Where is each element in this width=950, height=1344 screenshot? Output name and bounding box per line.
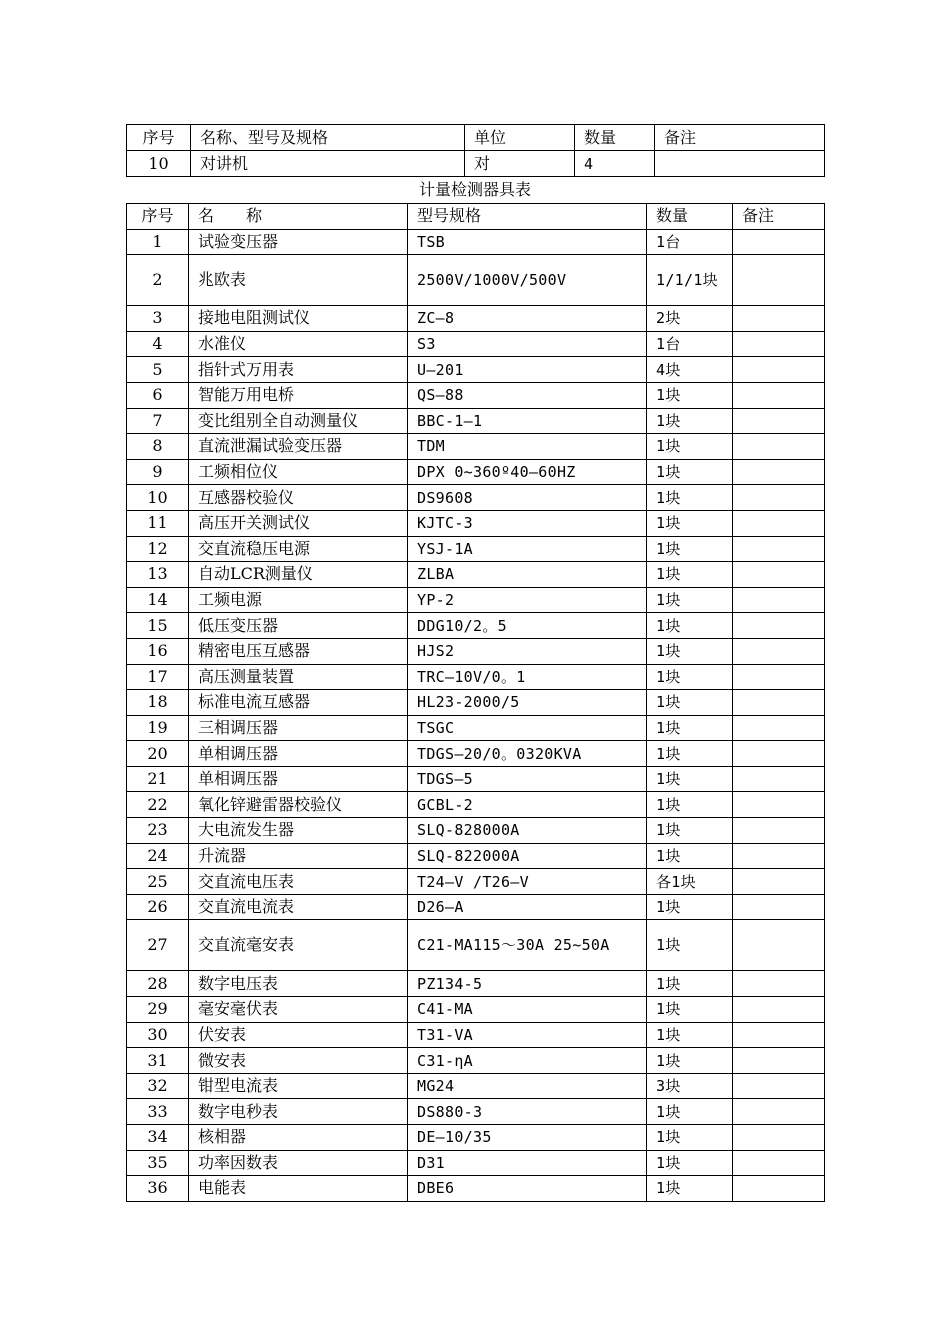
row-model: TRC—10V/0。1: [408, 664, 647, 690]
row-name: 兆欧表: [189, 255, 408, 306]
header-cell: 序号: [127, 204, 189, 230]
row-name: 升流器: [189, 843, 408, 869]
row-note: [733, 1150, 825, 1176]
table-row: [127, 843, 825, 869]
row-number: 19: [127, 715, 189, 741]
row-number: 8: [127, 434, 189, 460]
row-name: 试验变压器: [189, 229, 408, 255]
table-row: [127, 382, 825, 408]
table-row: [127, 229, 825, 255]
row-note: [655, 151, 825, 177]
row-number: 12: [127, 536, 189, 562]
header-cell: 备注: [733, 204, 825, 230]
table-row: [127, 485, 825, 511]
row-number: 24: [127, 843, 189, 869]
row-note: [733, 894, 825, 920]
table-row: [127, 741, 825, 767]
row-name: 数字电秒表: [189, 1099, 408, 1125]
row-model: PZ134-5: [408, 971, 647, 997]
row-model: TDGS—5: [408, 766, 647, 792]
row-number: 27: [127, 920, 189, 971]
row-model: S3: [408, 331, 647, 357]
row-qty: 1块: [647, 434, 733, 460]
row-name: 伏安表: [189, 1022, 408, 1048]
row-note: [733, 1176, 825, 1202]
row-number: 20: [127, 741, 189, 767]
row-qty: 1块: [647, 894, 733, 920]
row-qty: 1块: [647, 1022, 733, 1048]
row-qty: 1块: [647, 792, 733, 818]
table-row: [127, 792, 825, 818]
row-model: TSB: [408, 229, 647, 255]
header-cell: 备注: [655, 125, 825, 151]
table-row: [127, 562, 825, 588]
row-note: [733, 536, 825, 562]
table-row: [127, 690, 825, 716]
row-name: 单相调压器: [189, 741, 408, 767]
row-unit: 对: [465, 151, 575, 177]
row-model: TDGS—20/0。0320KVA: [408, 741, 647, 767]
row-qty: 1块: [647, 971, 733, 997]
row-number: 32: [127, 1073, 189, 1099]
row-note: [733, 306, 825, 332]
row-model: HL23-2000/5: [408, 690, 647, 716]
row-number: 16: [127, 638, 189, 664]
row-qty: 各1块: [647, 869, 733, 895]
row-model: YP-2: [408, 587, 647, 613]
table-row: [127, 971, 825, 997]
row-qty: 1块: [647, 1176, 733, 1202]
row-note: [733, 869, 825, 895]
header-cell: 序号: [127, 125, 191, 151]
row-name: 交直流电流表: [189, 894, 408, 920]
row-qty: 1块: [647, 818, 733, 844]
row-qty: 1块: [647, 920, 733, 971]
row-qty: 1块: [647, 741, 733, 767]
row-qty: 4块: [647, 357, 733, 383]
row-name: 功率因数表: [189, 1150, 408, 1176]
row-name: 智能万用电桥: [189, 382, 408, 408]
row-qty: 1块: [647, 1099, 733, 1125]
table-row: [127, 1150, 825, 1176]
table-row: [127, 408, 825, 434]
row-qty: 1台: [647, 331, 733, 357]
row-qty: 1块: [647, 1150, 733, 1176]
row-qty: 1块: [647, 510, 733, 536]
row-model: DS880-3: [408, 1099, 647, 1125]
row-name: 精密电压互感器: [189, 638, 408, 664]
top-table: [126, 124, 825, 177]
row-name: 标准电流互感器: [189, 690, 408, 716]
row-number: 29: [127, 997, 189, 1023]
row-qty: 1块: [647, 587, 733, 613]
row-note: [733, 331, 825, 357]
row-note: [733, 1125, 825, 1151]
row-note: [733, 1073, 825, 1099]
table-row: [127, 1099, 825, 1125]
table-row: [127, 920, 825, 971]
row-model: 2500V/1000V/500V: [408, 255, 647, 306]
row-name: 数字电压表: [189, 971, 408, 997]
row-number: 21: [127, 766, 189, 792]
row-model: ZLBA: [408, 562, 647, 588]
row-model: DPX 0~360º40—60HZ: [408, 459, 647, 485]
table-row: [127, 1048, 825, 1074]
row-number: 31: [127, 1048, 189, 1074]
row-qty: 1块: [647, 485, 733, 511]
row-name: 电能表: [189, 1176, 408, 1202]
row-note: [733, 638, 825, 664]
row-name: 互感器校验仪: [189, 485, 408, 511]
row-qty: 1块: [647, 638, 733, 664]
row-qty: 1台: [647, 229, 733, 255]
row-note: [733, 997, 825, 1023]
row-qty: 1块: [647, 562, 733, 588]
row-name: 单相调压器: [189, 766, 408, 792]
row-model: KJTC-3: [408, 510, 647, 536]
table-row: [127, 1073, 825, 1099]
row-qty: 1块: [647, 715, 733, 741]
row-model: ZC—8: [408, 306, 647, 332]
row-model: C41-MA: [408, 997, 647, 1023]
row-qty: 1块: [647, 1048, 733, 1074]
row-name: 工频电源: [189, 587, 408, 613]
row-qty: 1块: [647, 766, 733, 792]
row-qty: 1块: [647, 536, 733, 562]
row-number: 35: [127, 1150, 189, 1176]
row-note: [733, 818, 825, 844]
row-model: C31-ηA: [408, 1048, 647, 1074]
row-name: 核相器: [189, 1125, 408, 1151]
row-number: 18: [127, 690, 189, 716]
row-note: [733, 357, 825, 383]
top-table-header: [127, 125, 825, 151]
row-name: 变比组别全自动测量仪: [189, 408, 408, 434]
row-note: [733, 613, 825, 639]
row-qty: 1块: [647, 1125, 733, 1151]
table-row: [127, 536, 825, 562]
row-note: [733, 229, 825, 255]
row-qty: 1/1/1块: [647, 255, 733, 306]
row-number: 34: [127, 1125, 189, 1151]
row-model: T31-VA: [408, 1022, 647, 1048]
row-note: [733, 1022, 825, 1048]
row-name: 钳型电流表: [189, 1073, 408, 1099]
row-model: HJS2: [408, 638, 647, 664]
table-row: [127, 331, 825, 357]
table-row: [127, 869, 825, 895]
row-number: 5: [127, 357, 189, 383]
row-qty: 3块: [647, 1073, 733, 1099]
row-qty: 1块: [647, 459, 733, 485]
table-row: [127, 357, 825, 383]
row-name: 交直流毫安表: [189, 920, 408, 971]
row-name: 交直流稳压电源: [189, 536, 408, 562]
row-note: [733, 562, 825, 588]
row-qty: 1块: [647, 664, 733, 690]
row-number: 6: [127, 382, 189, 408]
row-model: QS—88: [408, 382, 647, 408]
row-note: [733, 843, 825, 869]
row-number: 7: [127, 408, 189, 434]
row-model: T24—V /T26—V: [408, 869, 647, 895]
row-number: 22: [127, 792, 189, 818]
row-number: 3: [127, 306, 189, 332]
row-note: [733, 741, 825, 767]
table-row: [127, 587, 825, 613]
row-number: 10: [127, 151, 191, 177]
row-note: [733, 434, 825, 460]
row-model: U—201: [408, 357, 647, 383]
row-number: 1: [127, 229, 189, 255]
row-number: 28: [127, 971, 189, 997]
row-name: 毫安毫伏表: [189, 997, 408, 1023]
row-note: [733, 382, 825, 408]
row-note: [733, 792, 825, 818]
row-number: 14: [127, 587, 189, 613]
table-row: [127, 638, 825, 664]
row-number: 2: [127, 255, 189, 306]
instrument-table: [126, 203, 825, 1202]
table-row: [127, 1125, 825, 1151]
row-note: [733, 485, 825, 511]
row-note: [733, 715, 825, 741]
row-name: 大电流发生器: [189, 818, 408, 844]
table-row: [127, 459, 825, 485]
row-number: 26: [127, 894, 189, 920]
row-qty: 4: [575, 151, 655, 177]
row-model: TSGC: [408, 715, 647, 741]
row-number: 23: [127, 818, 189, 844]
row-qty: 1块: [647, 843, 733, 869]
header-cell: 数量: [647, 204, 733, 230]
row-number: 13: [127, 562, 189, 588]
row-qty: 1块: [647, 613, 733, 639]
header-cell: 名称、型号及规格: [191, 125, 465, 151]
row-name: 微安表: [189, 1048, 408, 1074]
row-model: D31: [408, 1150, 647, 1176]
table-row: [127, 818, 825, 844]
row-model: MG24: [408, 1073, 647, 1099]
row-name: 氧化锌避雷器校验仪: [189, 792, 408, 818]
header-cell: 数量: [575, 125, 655, 151]
row-model: DE—10/35: [408, 1125, 647, 1151]
header-cell: 单位: [465, 125, 575, 151]
table-row: [127, 766, 825, 792]
row-note: [733, 664, 825, 690]
row-name: 工频相位仪: [189, 459, 408, 485]
row-note: [733, 1099, 825, 1125]
row-model: DBE6: [408, 1176, 647, 1202]
table-row: [127, 1176, 825, 1202]
row-number: 15: [127, 613, 189, 639]
row-name: 接地电阻测试仪: [189, 306, 408, 332]
table-row: [127, 997, 825, 1023]
row-qty: 1块: [647, 382, 733, 408]
row-model: TDM: [408, 434, 647, 460]
row-model: YSJ-1A: [408, 536, 647, 562]
instrument-table-header: [127, 204, 825, 230]
row-model: GCBL-2: [408, 792, 647, 818]
row-number: 36: [127, 1176, 189, 1202]
table-row: [127, 613, 825, 639]
row-name: 自动LCR测量仪: [189, 562, 408, 588]
row-model: SLQ-828000A: [408, 818, 647, 844]
row-note: [733, 587, 825, 613]
row-model: SLQ-822000A: [408, 843, 647, 869]
row-model: DS9608: [408, 485, 647, 511]
row-qty: 1块: [647, 690, 733, 716]
header-cell: 型号规格: [408, 204, 647, 230]
row-model: DDG10/2。5: [408, 613, 647, 639]
row-number: 33: [127, 1099, 189, 1125]
header-cell: 名 称: [189, 204, 408, 230]
table-row: [127, 715, 825, 741]
row-note: [733, 459, 825, 485]
row-note: [733, 971, 825, 997]
row-note: [733, 920, 825, 971]
row-name: 水准仪: [189, 331, 408, 357]
table-row: [127, 664, 825, 690]
row-note: [733, 510, 825, 536]
row-name: 低压变压器: [189, 613, 408, 639]
row-name: 指针式万用表: [189, 357, 408, 383]
row-name: 三相调压器: [189, 715, 408, 741]
row-model: C21-MA115～30A 25~50A: [408, 920, 647, 971]
row-number: 11: [127, 510, 189, 536]
table-row: [127, 306, 825, 332]
row-note: [733, 690, 825, 716]
table-row: [127, 1022, 825, 1048]
row-name: 直流泄漏试验变压器: [189, 434, 408, 460]
row-name: 交直流电压表: [189, 869, 408, 895]
row-number: 17: [127, 664, 189, 690]
row-qty: 2块: [647, 306, 733, 332]
row-number: 25: [127, 869, 189, 895]
row-note: [733, 766, 825, 792]
table-row: [127, 434, 825, 460]
row-qty: 1块: [647, 997, 733, 1023]
table-row: [127, 255, 825, 306]
row-model: D26—A: [408, 894, 647, 920]
row-model: BBC-1—1: [408, 408, 647, 434]
row-number: 9: [127, 459, 189, 485]
row-name: 高压测量装置: [189, 664, 408, 690]
row-qty: 1块: [647, 408, 733, 434]
row-number: 4: [127, 331, 189, 357]
table-row: [127, 894, 825, 920]
table-row: [127, 510, 825, 536]
row-name: 对讲机: [191, 151, 465, 177]
row-name: 高压开关测试仪: [189, 510, 408, 536]
row-note: [733, 1048, 825, 1074]
table-row: [127, 151, 825, 177]
row-note: [733, 408, 825, 434]
row-number: 10: [127, 485, 189, 511]
row-number: 30: [127, 1022, 189, 1048]
row-note: [733, 255, 825, 306]
table-caption: 计量检测器具表: [418, 180, 531, 199]
